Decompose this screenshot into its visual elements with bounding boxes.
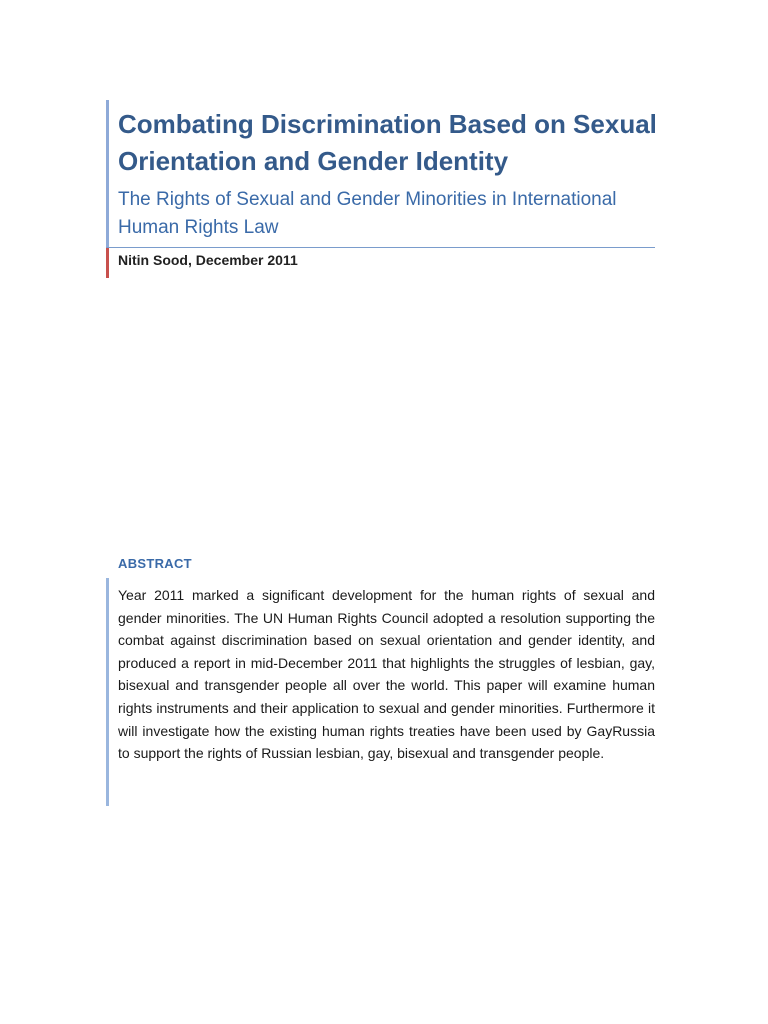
author-accent-bar [106, 248, 109, 278]
document-subtitle: The Rights of Sexual and Gender Minorities in International Human Rights Law [118, 189, 617, 238]
title-text-group [118, 106, 658, 242]
document-title: Combating Discrimination Based on Sexual Orientation and Gender Identity [118, 109, 657, 176]
abstract-heading: ABSTRACT [118, 556, 192, 571]
abstract-body: Year 2011 marked a significant development for the human rights of sexual and gender minorities. The UN Human Rights Council adopted a resolution supporting the combat against discrimination based on sexual orientation and gender identity, and produced a report in mid-December 2011 that highlights the struggles of lesbian, gay, bisexual and transgender people all over the world. This paper will examine human rights instruments and their application to sexual and gender minorities. Furthermore it will investigate how the existing human rights treaties have been used by GayRussia to support the rights of Russian lesbian, gay, bisexual and transgender people. [118, 587, 655, 762]
title-accent-bar [106, 100, 109, 248]
author-line: Nitin Sood, December 2011 [118, 252, 298, 268]
title-divider [106, 247, 655, 248]
abstract-accent-bar [106, 578, 109, 806]
